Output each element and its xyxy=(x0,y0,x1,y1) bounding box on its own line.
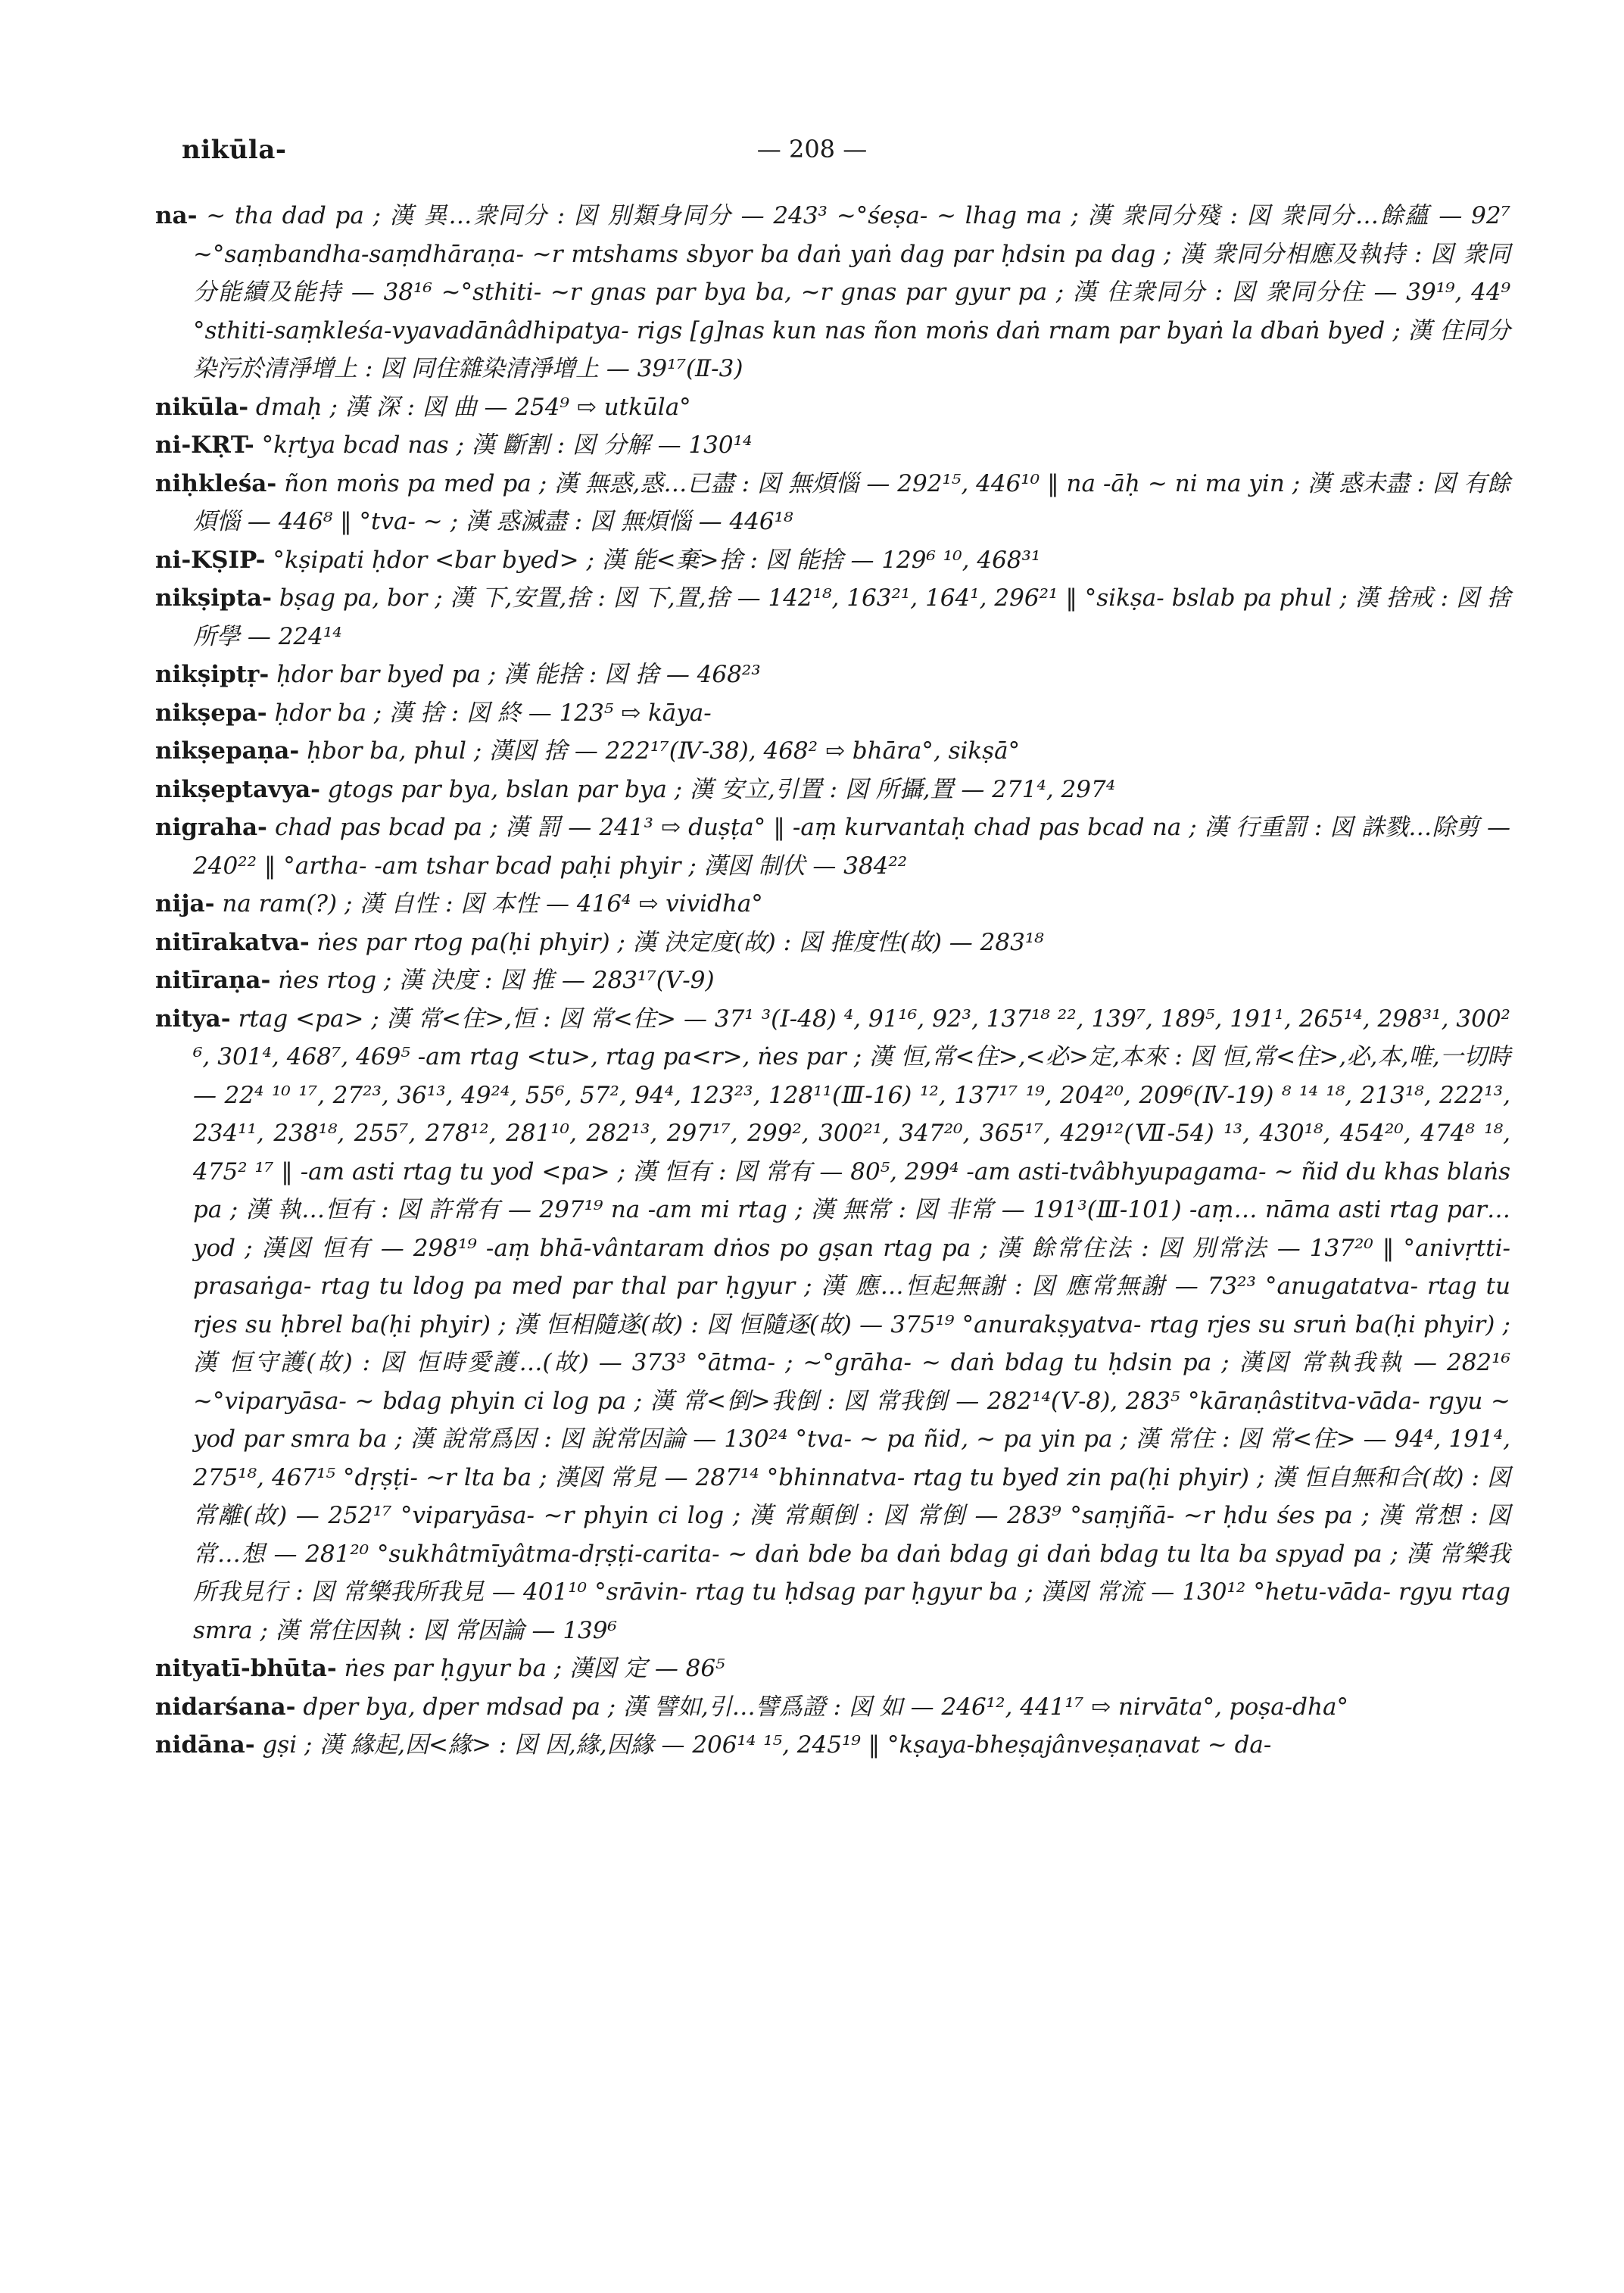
entry-headword: nikṣiptṛ- xyxy=(155,661,270,688)
entry-headword: nikṣepaṇa- xyxy=(155,737,300,765)
dictionary-entry xyxy=(155,1726,1510,1765)
entry-headword: nidarśana- xyxy=(155,1693,296,1721)
entry-headword: ni-KṚT- xyxy=(155,431,254,459)
entry-body: ṅes rtog ; 漢 決度 : 図 推 — 283¹⁷(Ⅴ-9) xyxy=(278,967,715,994)
dictionary-entry xyxy=(155,388,1510,427)
dictionary-entry xyxy=(155,1650,1510,1688)
entry-headword: nitīrakatva- xyxy=(155,928,310,956)
dictionary-entry xyxy=(155,885,1510,924)
entry-headword: nidāna- xyxy=(155,1731,255,1759)
entry-body: bṣag pa, bor ; 漢 下,安置,捨 : 図 下,置,捨 — 142¹⁸, 163²¹, 164¹, 296²¹ ‖ °sikṣa- bslab pa phul ; 漢 捨戒 : 図 捨所學 — 224¹⁴ xyxy=(193,584,1510,650)
entry-body: ṅes par rtog pa(ḥi phyir) ; 漢 決定度(故) : 図 推度性(故) — 283¹⁸ xyxy=(316,928,1044,956)
dictionary-entry xyxy=(155,541,1510,580)
dictionary-entry xyxy=(155,465,1510,541)
entry-headword: nigraha- xyxy=(155,814,267,841)
running-head: nikūla- xyxy=(182,135,287,165)
dictionary-entry xyxy=(155,732,1510,771)
dictionary-entry xyxy=(155,808,1510,885)
page-number: — 208 — xyxy=(756,135,868,164)
entry-headword: nikṣepa- xyxy=(155,699,267,727)
dictionary-entry xyxy=(155,694,1510,733)
entry-list xyxy=(155,197,1510,1765)
dictionary-entry xyxy=(155,579,1510,656)
entry-headword: nitīraṇa- xyxy=(155,967,271,994)
entry-body: rtag <pa> ; 漢 常<住>,恒 : 図 常<住> — 37¹ ³(Ⅰ-48) ⁴, 91¹⁶, 92³, 137¹⁸ ²², 139⁷, 189⁵, 191¹, 265¹⁴, 298³¹, 300² ⁶, 301⁴, 468⁷, 469⁵ -am rtag <tu>, rtag pa<r>, ṅes par ; 漢 恒,常<住>,<必>定,本來 : 図 恒,常<住>,必,本,唯,一切時 — 22⁴ ¹⁰ ¹⁷, 27²³, 36¹³, 49²⁴, 55⁶, 57², 94⁴, 123²³, 128¹¹(Ⅲ-16) ¹², 137¹⁷ ¹⁹, 204²⁰, 209⁶(Ⅳ-19) ⁸ ¹⁴ ¹⁸, 213¹⁸, 222¹³, 234¹¹, 238¹⁸, 255⁷, 278¹², 281¹⁰, 282¹³, 297¹⁷, 299², 300²¹, 347²⁰, 365¹⁷, 429¹²(Ⅶ-54) ¹³, 430¹⁸, 454²⁰, 474⁸ ¹⁸, 475² ¹⁷ ‖ -am asti rtag tu yod <pa> ; 漢 恒有 : 図 常有 — 80⁵, 299⁴ -am asti-tvâbhyupagama- ~ ñid du khas blaṅs pa ; 漢 執…恒有 : 図 許常有 — 297¹⁹ na -am mi rtag ; 漢 無常 : 図 非常 — 191³(Ⅲ-101) -aṃ… nāma asti rtag par… yod ; 漢図 恒有 — 298¹⁹ -aṃ bhā-vântaram dṅos po gṣan rtag pa ; 漢 餘常住法 : 図 別常法 — 137²⁰ ‖ °anivṛtti-prasaṅga- rtag tu ldog pa med par thal par ḥgyur ; 漢 應…恒起無謝 : 図 應常無謝 — 73²³ °anugatatva- rtag tu rjes su ḥbrel ba(ḥi phyir) ; 漢 恒相隨遂(故) : 図 恒隨逐(故) — 375¹⁹ °anurakṣyatva- rtag rjes su sruṅ ba(ḥi phyir) ; 漢 恒守護(故) : 図 恒時愛護…(故) — 373³ °ātma- ; ~°grāha- ~ daṅ bdag tu ḥdsin pa ; 漢図 常執我執 — 282¹⁶ ~°viparyāsa- ~ bdag phyin ci log pa ; 漢 常<倒>我倒 : 図 常我倒 — 282¹⁴(Ⅴ-8), 283⁵ °kāraṇâstitva-vāda- rgyu ~ yod par smra ba ; 漢 說常爲因 : 図 說常因論 — 130²⁴ °tva- ~ pa ñid, ~ pa yin pa ; 漢 常住 : 図 常<住> — 94⁴, 191⁴, 275¹⁸, 467¹⁵ °dṛṣṭi- ~r lta ba ; 漢図 常見 — 287¹⁴ °bhinnatva- rtag tu byed zin pa(ḥi phyir) ; 漢 恒自無和合(故) : 図 常離(故) — 252¹⁷ °viparyāsa- ~r phyin ci log ; 漢 常顛倒 : 図 常倒 — 283⁹ °saṃjñā- ~r ḥdu śes pa ; 漢 常想 : 図 常…想 — 281²⁰ °sukhâtmīyâtma-dṛṣṭi-carita- ~ daṅ bde ba daṅ bdag gi daṅ bdag tu lta ba spyad pa ; 漢 常樂我所我見行 : 図 常樂我所我見 — 401¹⁰ °srāvin- rtag tu ḥdsag par ḥgyur ba ; 漢図 常流 — 130¹² °hetu-vāda- rgyu rtag smra ; 漢 常住因執 : 図 常因論 — 139⁶ xyxy=(193,1005,1510,1644)
entry-body: °kṛtya bcad nas ; 漢 斷割 : 図 分解 — 130¹⁴ xyxy=(261,431,753,459)
entry-body: chad pas bcad pa ; 漢 罰 — 241³ ⇨ duṣṭa° ‖ -aṃ kurvantaḥ chad pas bcad na ; 漢 行重罰 : 図 誅戮…除剪 — 240²² ‖ °artha- -am tshar bcad paḥi phyir ; 漢図 制伏 — 384²² xyxy=(193,814,1511,880)
entry-body: na ram(?) ; 漢 自性 : 図 本性 — 416⁴ ⇨ vividha° xyxy=(222,890,763,918)
entry-body: dmaḥ ; 漢 深 : 図 曲 — 254⁹ ⇨ utkūla° xyxy=(255,393,691,421)
entry-headword: nikṣeptavya- xyxy=(155,775,321,803)
entry-body: ḥdor bar byed pa ; 漢 能捨 : 図 捨 — 468²³ xyxy=(276,661,761,688)
entry-headword: nikūla- xyxy=(155,393,249,421)
entry-headword: ni-KṢIP- xyxy=(155,546,266,574)
entry-headword: niḥkleśa- xyxy=(155,469,277,497)
entry-body: °kṣipati ḥdor <bar byed> ; 漢 能<棄>捨 : 図 能捨 — 129⁶ ¹⁰, 468³¹ xyxy=(273,546,1041,574)
entry-body: ~ tha dad pa ; 漢 異…衆同分 : 図 別類身同分 — 243³ ~°śeṣa- ~ lhag ma ; 漢 衆同分殘 : 図 衆同分…餘蘊 — 92⁷ ~°saṃbandha-saṃdhāraṇa- ~r mtshams sbyor ba daṅ yaṅ dag par ḥdsin pa dag ; 漢 衆同分相應及執持 : 図 衆同分能續及能持 — 38¹⁶ ~°sthiti- ~r gnas par bya ba, ~r gnas par gyur pa ; 漢 住衆同分 : 図 衆同分住 — 39¹⁹, 44⁹ °sthiti-saṃkleśa-vyavadānâdhipatya- rigs [g]nas kun nas ñon moṅs daṅ rnam par byaṅ la dbaṅ byed ; 漢 住同分染污於清淨增上 : 図 同住雜染清淨增上 — 39¹⁷(Ⅱ-3) xyxy=(193,202,1510,382)
entry-headword: na- xyxy=(155,202,198,229)
entry-body: ḥbor ba, phul ; 漢図 捨 — 222¹⁷(Ⅳ-38), 468² ⇨ bhāra°, sikṣā° xyxy=(307,737,1021,765)
entry-body: ṅes par ḥgyur ba ; 漢図 定 — 86⁵ xyxy=(344,1655,725,1682)
dictionary-entry xyxy=(155,961,1510,1000)
dictionary-entry xyxy=(155,924,1510,962)
entry-headword: nitya- xyxy=(155,1005,231,1033)
dictionary-entry xyxy=(155,1688,1510,1727)
entry-body: ḥdor ba ; 漢 捨 : 図 終 — 123⁵ ⇨ kāya- xyxy=(274,699,712,727)
dictionary-entry xyxy=(155,197,1510,388)
entry-headword: nija- xyxy=(155,890,215,918)
dictionary-entry xyxy=(155,656,1510,694)
entry-body: ñon moṅs pa med pa ; 漢 無惑,惑…已盡 : 図 無煩惱 — 292¹⁵, 446¹⁰ ‖ na -āḥ ~ ni ma yin ; 漢 惑未盡 : 図 有餘煩惱 — 446⁸ ‖ °tva- ~ ; 漢 惑滅盡 : 図 無煩惱 — 446¹⁸ xyxy=(193,469,1510,535)
entry-body: gtogs par bya, bslan par bya ; 漢 安立,引置 : 図 所攝,置 — 271⁴, 297⁴ xyxy=(327,775,1116,803)
dictionary-entry xyxy=(155,1000,1510,1650)
entry-headword: nikṣipta- xyxy=(155,584,272,612)
dictionary-entry xyxy=(155,771,1510,809)
entry-body: dper bya, dper mdsad pa ; 漢 譬如,引…譬爲證 : 図 如 — 246¹², 441¹⁷ ⇨ nirvāta°, poṣa-dha° xyxy=(303,1693,1348,1721)
entry-body: gṣi ; 漢 緣起,因<緣> : 図 因,緣,因緣 — 206¹⁴ ¹⁵, 245¹⁹ ‖ °kṣaya-bheṣajânveṣaṇavat ~ da- xyxy=(262,1731,1272,1759)
entry-headword: nityatī-bhūta- xyxy=(155,1655,337,1682)
dictionary-entry xyxy=(155,426,1510,465)
